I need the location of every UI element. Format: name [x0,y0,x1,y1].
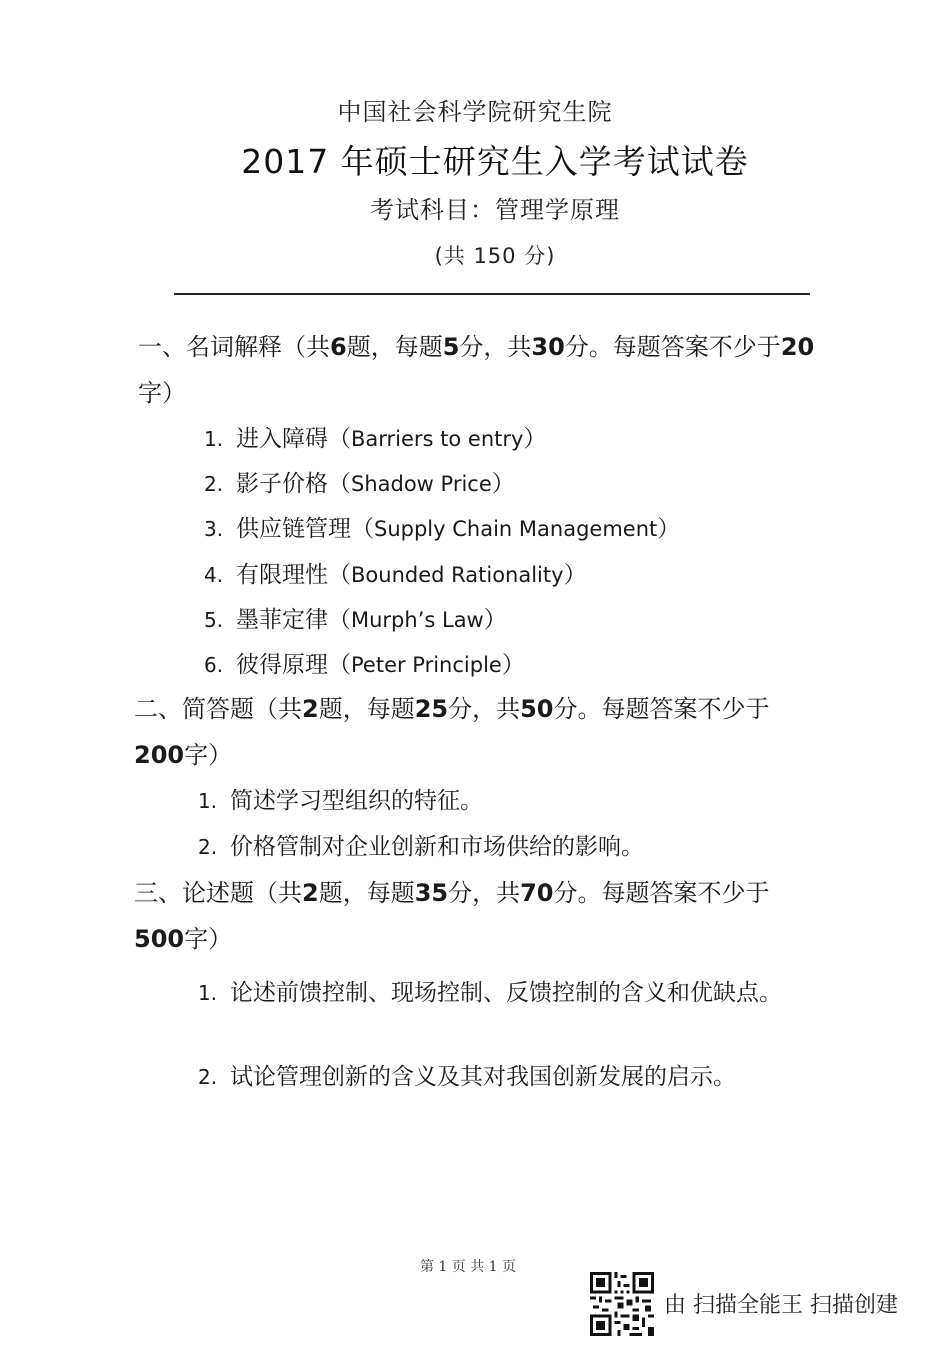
section-3-heading: 三、论述题（共2题，每题35分，共70分。每题答案不少于500字） [134,879,770,953]
page-number: 第 1 页 共 1 页 [419,1259,517,1275]
list-item: 1. 进入障碍（Barriers to entry） [204,426,547,452]
institution-name: 中国社会科学院研究生院 [337,98,613,126]
list-item: 1. 简述学习型组织的特征。 [198,788,483,814]
list-item: 5. 墨菲定律（Murph’s Law） [204,607,507,633]
list-item: 1. 论述前馈控制、现场控制、反馈控制的含义和优缺点。 [198,980,782,1006]
list-item: 3. 供应链管理（Supply Chain Management） [204,516,681,542]
section-1-heading: 一、名词解释（共6题，每题5分，共30分。每题答案不少于20字） [138,333,815,407]
list-item: 2. 影子价格（Shadow Price） [204,471,515,497]
total-score: (共 150 分) [434,244,556,268]
section-2-heading: 二、简答题（共2题，每题25分，共50分。每题答案不少于200字） [134,695,770,769]
list-item: 6. 彼得原理（Peter Principle） [204,652,525,678]
list-item: 4. 有限理性（Bounded Rationality） [204,562,587,588]
qr-code-icon [590,1272,654,1336]
exam-subject: 考试科目：管理学原理 [370,196,620,224]
exam-title: 2017 年硕士研究生入学考试试卷 [241,142,749,181]
list-item: 2. 试论管理创新的含义及其对我国创新发展的启示。 [198,1064,736,1090]
header-divider [174,293,810,295]
list-item: 2. 价格管制对企业创新和市场供给的影响。 [198,834,644,860]
scanner-watermark [590,1272,935,1338]
watermark-text: 由 扫描全能王 扫描创建 [664,1293,898,1318]
